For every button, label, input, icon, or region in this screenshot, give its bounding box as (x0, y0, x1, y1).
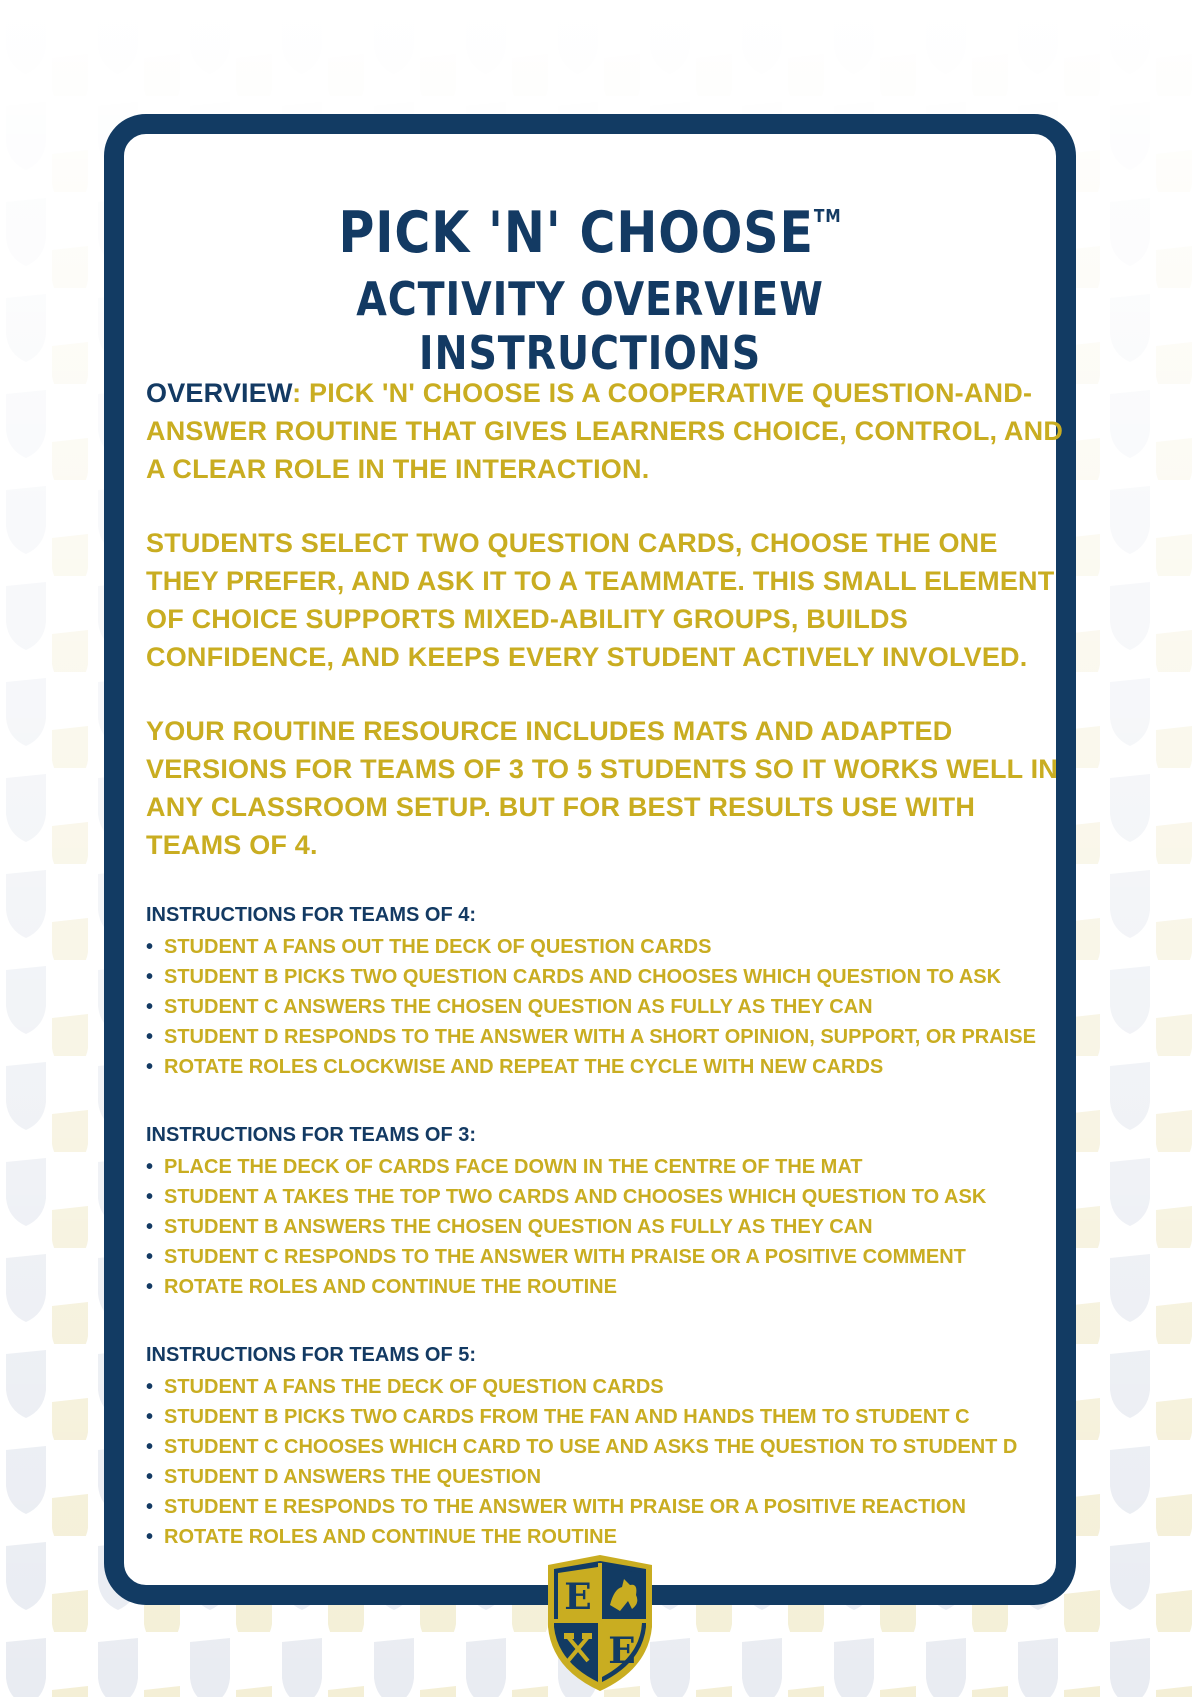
step-text: ROTATE ROLES AND CONTINUE THE ROUTINE (164, 1526, 617, 1548)
step-text: PLACE THE DECK OF CARDS FACE DOWN IN THE CENTRE OF THE MAT (164, 1156, 863, 1178)
bullet-icon: • (146, 1246, 154, 1268)
section-heading: INSTRUCTIONS FOR TEAMS OF 4: (146, 904, 476, 926)
list-item (146, 932, 1076, 962)
step-text: STUDENT D ANSWERS THE QUESTION (164, 1466, 542, 1488)
choice-paragraph: STUDENTS SELECT TWO QUESTION CARDS, CHOOSE THE ONE THEY PREFER, AND ASK IT TO A TEAMMATE. THIS SMALL ELEMENT OF CHOICE SUPPORTS MIXED-ABILITY GROUPS, BUILDS CONFIDENCE, AND KEEPS EVERY STUDENT ACTIVELY INVOLVED. (146, 528, 1055, 672)
list-item (146, 1492, 1076, 1522)
step-text: STUDENT A FANS OUT THE DECK OF QUESTION CARDS (164, 936, 712, 958)
bullet-icon: • (146, 1056, 154, 1078)
bullet-icon: • (146, 1216, 154, 1238)
list-item (146, 1242, 1076, 1272)
step-list (146, 1152, 1076, 1302)
list-item (146, 1272, 1076, 1302)
step-list (146, 932, 1076, 1082)
trademark-symbol: TM (813, 206, 842, 227)
list-item (146, 1402, 1076, 1432)
overview-text: : PICK 'N' CHOOSE IS A COOPERATIVE QUESTION-AND-ANSWER ROUTINE THAT GIVES LEARNERS CHOICE, CONTROL, AND A CLEAR ROLE IN THE INTERACTION. (146, 378, 1064, 484)
instructions-teams-of-4 (146, 900, 1076, 1082)
section-heading: INSTRUCTIONS FOR TEAMS OF 3: (146, 1124, 476, 1146)
crest-letter-top: E (564, 1576, 592, 1618)
instructions-card (104, 114, 1076, 1605)
title-text: PICK 'N' CHOOSE (338, 200, 814, 266)
step-text: STUDENT A TAKES THE TOP TWO CARDS AND CHOOSES WHICH QUESTION TO ASK (164, 1186, 987, 1208)
bullet-icon: • (146, 1526, 154, 1548)
step-list (146, 1372, 1076, 1552)
section-heading: INSTRUCTIONS FOR TEAMS OF 5: (146, 1344, 476, 1366)
list-item (146, 1432, 1076, 1462)
page-subtitle: ACTIVITY OVERVIEW INSTRUCTIONS (356, 272, 824, 380)
bullet-icon: • (146, 1436, 154, 1458)
list-item (146, 1152, 1076, 1182)
step-text: STUDENT E RESPONDS TO THE ANSWER WITH PRAISE OR A POSITIVE REACTION (164, 1496, 966, 1518)
step-text: STUDENT A FANS THE DECK OF QUESTION CARDS (164, 1376, 664, 1398)
content-body (146, 374, 1076, 1552)
step-text: STUDENT C RESPONDS TO THE ANSWER WITH PRAISE OR A POSITIVE COMMENT (164, 1246, 966, 1268)
bullet-icon: • (146, 936, 154, 958)
instructions-teams-of-3 (146, 1120, 1076, 1302)
list-item (146, 1182, 1076, 1212)
overview-label: OVERVIEW (146, 378, 293, 408)
bullet-icon: • (146, 1276, 154, 1298)
step-text: ROTATE ROLES AND CONTINUE THE ROUTINE (164, 1276, 617, 1298)
step-text: ROTATE ROLES CLOCKWISE AND REPEAT THE CYCLE WITH NEW CARDS (164, 1056, 884, 1078)
step-text: STUDENT C CHOOSES WHICH CARD TO USE AND ASKS THE QUESTION TO STUDENT D (164, 1436, 1018, 1458)
step-text: STUDENT B PICKS TWO QUESTION CARDS AND CHOOSES WHICH QUESTION TO ASK (164, 966, 1002, 988)
bullet-icon: • (146, 1376, 154, 1398)
step-text: STUDENT D RESPONDS TO THE ANSWER WITH A SHORT OPINION, SUPPORT, OR PRAISE (164, 1026, 1036, 1048)
overview-paragraph (146, 374, 1076, 488)
bullet-icon: • (146, 1156, 154, 1178)
list-item (146, 1212, 1076, 1242)
list-item (146, 1052, 1076, 1082)
list-item (146, 1372, 1076, 1402)
bullet-icon: • (146, 1186, 154, 1208)
list-item (146, 1462, 1076, 1492)
list-item (146, 1522, 1076, 1552)
step-text: STUDENT B ANSWERS THE CHOSEN QUESTION AS FULLY AS THEY CAN (164, 1216, 873, 1238)
step-text: STUDENT C ANSWERS THE CHOSEN QUESTION AS FULLY AS THEY CAN (164, 996, 873, 1018)
bullet-icon: • (146, 1406, 154, 1428)
step-text: STUDENT B PICKS TWO CARDS FROM THE FAN AND HANDS THEM TO STUDENT C (164, 1406, 970, 1428)
list-item (146, 962, 1076, 992)
school-crest-icon (544, 1553, 656, 1693)
bullet-icon: • (146, 996, 154, 1018)
crest-letter-bottom: E (608, 1630, 636, 1672)
bullet-icon: • (146, 966, 154, 988)
list-item (146, 992, 1076, 1022)
page-title (189, 200, 991, 266)
list-item (146, 1022, 1076, 1052)
bullet-icon: • (146, 1496, 154, 1518)
resource-paragraph: YOUR ROUTINE RESOURCE INCLUDES MATS AND ADAPTED VERSIONS FOR TEAMS OF 3 TO 5 STUDENTS SO IT WORKS WELL IN ANY CLASSROOM SETUP. BUT FOR BEST RESULTS USE WITH TEAMS OF 4. (146, 716, 1058, 860)
bullet-icon: • (146, 1026, 154, 1048)
bullet-icon: • (146, 1466, 154, 1488)
instructions-teams-of-5 (146, 1340, 1076, 1552)
